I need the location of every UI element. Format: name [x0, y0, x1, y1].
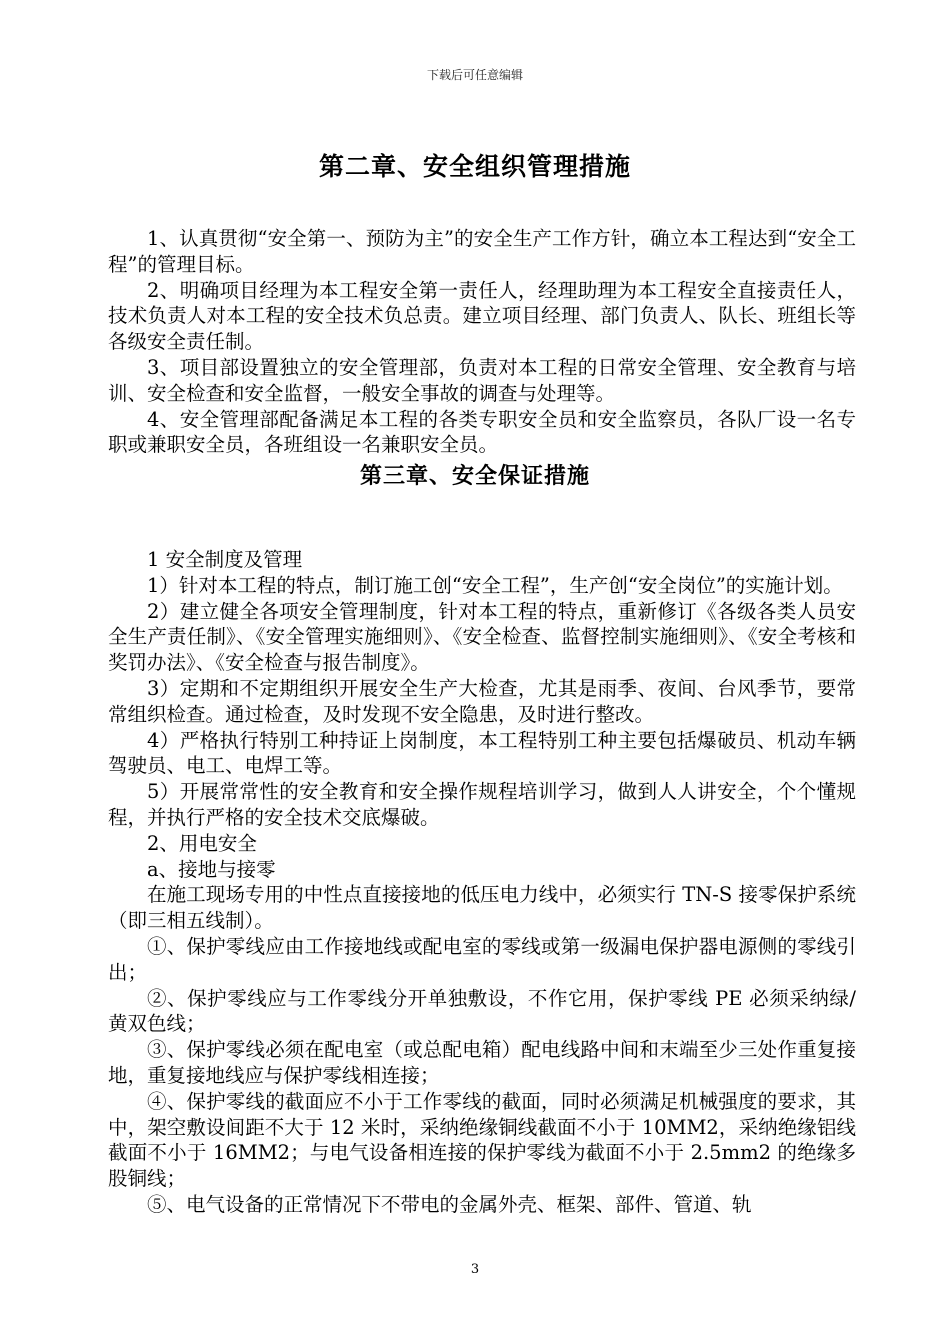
page-number: 3	[470, 1262, 480, 1277]
paragraph: ②、保护零线应与工作零线分开单独敷设，不作它用，保护零线 PE 必须采纳绿/黄双色线；	[108, 986, 856, 1036]
paragraph: 2、明确项目经理为本工程安全第一责任人，经理助理为本工程安全直接责任人，技术负责人对本工程的安全技术负总责。建立项目经理、部门负责人、队长、班组长等各级安全责任制。	[108, 278, 856, 354]
paragraph: 2）建立健全各项安全管理制度，针对本工程的特点，重新修订《各级各类人员安全生产责任制》、《安全管理实施细则》、《安全检查、监督控制实施细则》、《安全考核和奖罚办法》、《安全检查与报告制度》。	[108, 599, 856, 675]
chapter-2-title: 第二章、安全组织管理措施	[318, 152, 631, 181]
paragraph: 5）开展常常性的安全教育和安全操作规程培训学习，做到人人讲安全，个个懂规程，并执行严格的安全技术交底爆破。	[108, 780, 856, 829]
paragraph: 4）严格执行特别工种持证上岗制度，本工程特别工种主要包括爆破员、机动车辆驾驶员、电工、电焊工等。	[108, 728, 856, 778]
paragraph: ④、保护零线的截面应不小于工作零线的截面，同时必须满足机械强度的要求，其中，架空敷设间距不大于 12 米时，采纳绝缘铜线截面不小于 10MM2，采纳绝缘铝线截面不小于 16MM2；与电气设备相连接的保护零线为截面不小于 2.5mm2 的绝缘多股铜线；	[108, 1089, 856, 1191]
chapter-3-title: 第三章、安全保证措施	[359, 464, 590, 489]
header-note: 下载后可任意编辑	[426, 68, 523, 82]
paragraph: 3、项目部设置独立的安全管理部，负责对本工程的日常安全管理、安全教育与培训、安全检查和安全监督，一般安全事故的调查与处理等。	[108, 355, 856, 405]
chapter-3-body	[108, 547, 856, 1218]
paragraph: ③、保护零线必须在配电室（或总配电箱）配电线路中间和末端至少三处作重复接地，重复接地线应与保护零线相连接；	[108, 1038, 856, 1087]
paragraph: 1）针对本工程的特点，制订施工创“安全工程”，生产创“安全岗位”的实施计划。	[147, 573, 843, 597]
paragraph: 1 安全制度及管理	[147, 548, 303, 571]
paragraph: ①、保护零线应由工作接地线或配电室的零线或第一级漏电保护器电源侧的零线引出；	[108, 934, 856, 984]
paragraph: 4、安全管理部配备满足本工程的各类专职安全员和安全监察员，各队厂设一名专职或兼职安全员，各班组设一名兼职安全员。	[108, 407, 856, 457]
paragraph: a、接地与接零	[147, 857, 276, 881]
paragraph: 3）定期和不定期组织开展安全生产大检查，尤其是雨季、夜间、台风季节，要常常组织检查。通过检查，及时发现不安全隐患，及时进行整改。	[108, 676, 856, 726]
paragraph: 在施工现场专用的中性点直接接地的低压电力线中，必须实行 TN-S 接零保护系统（即三相五线制）。	[108, 883, 856, 933]
paragraph: 1、认真贯彻“安全第一、预防为主”的安全生产工作方针，确立本工程达到“安全工程”的管理目标。	[108, 227, 856, 276]
chapter-2-body	[108, 226, 856, 458]
paragraph: 2、用电安全	[147, 831, 257, 855]
paragraph: ⑤、电气设备的正常情况下不带电的金属外壳、框架、部件、管道、轨	[147, 1192, 752, 1216]
